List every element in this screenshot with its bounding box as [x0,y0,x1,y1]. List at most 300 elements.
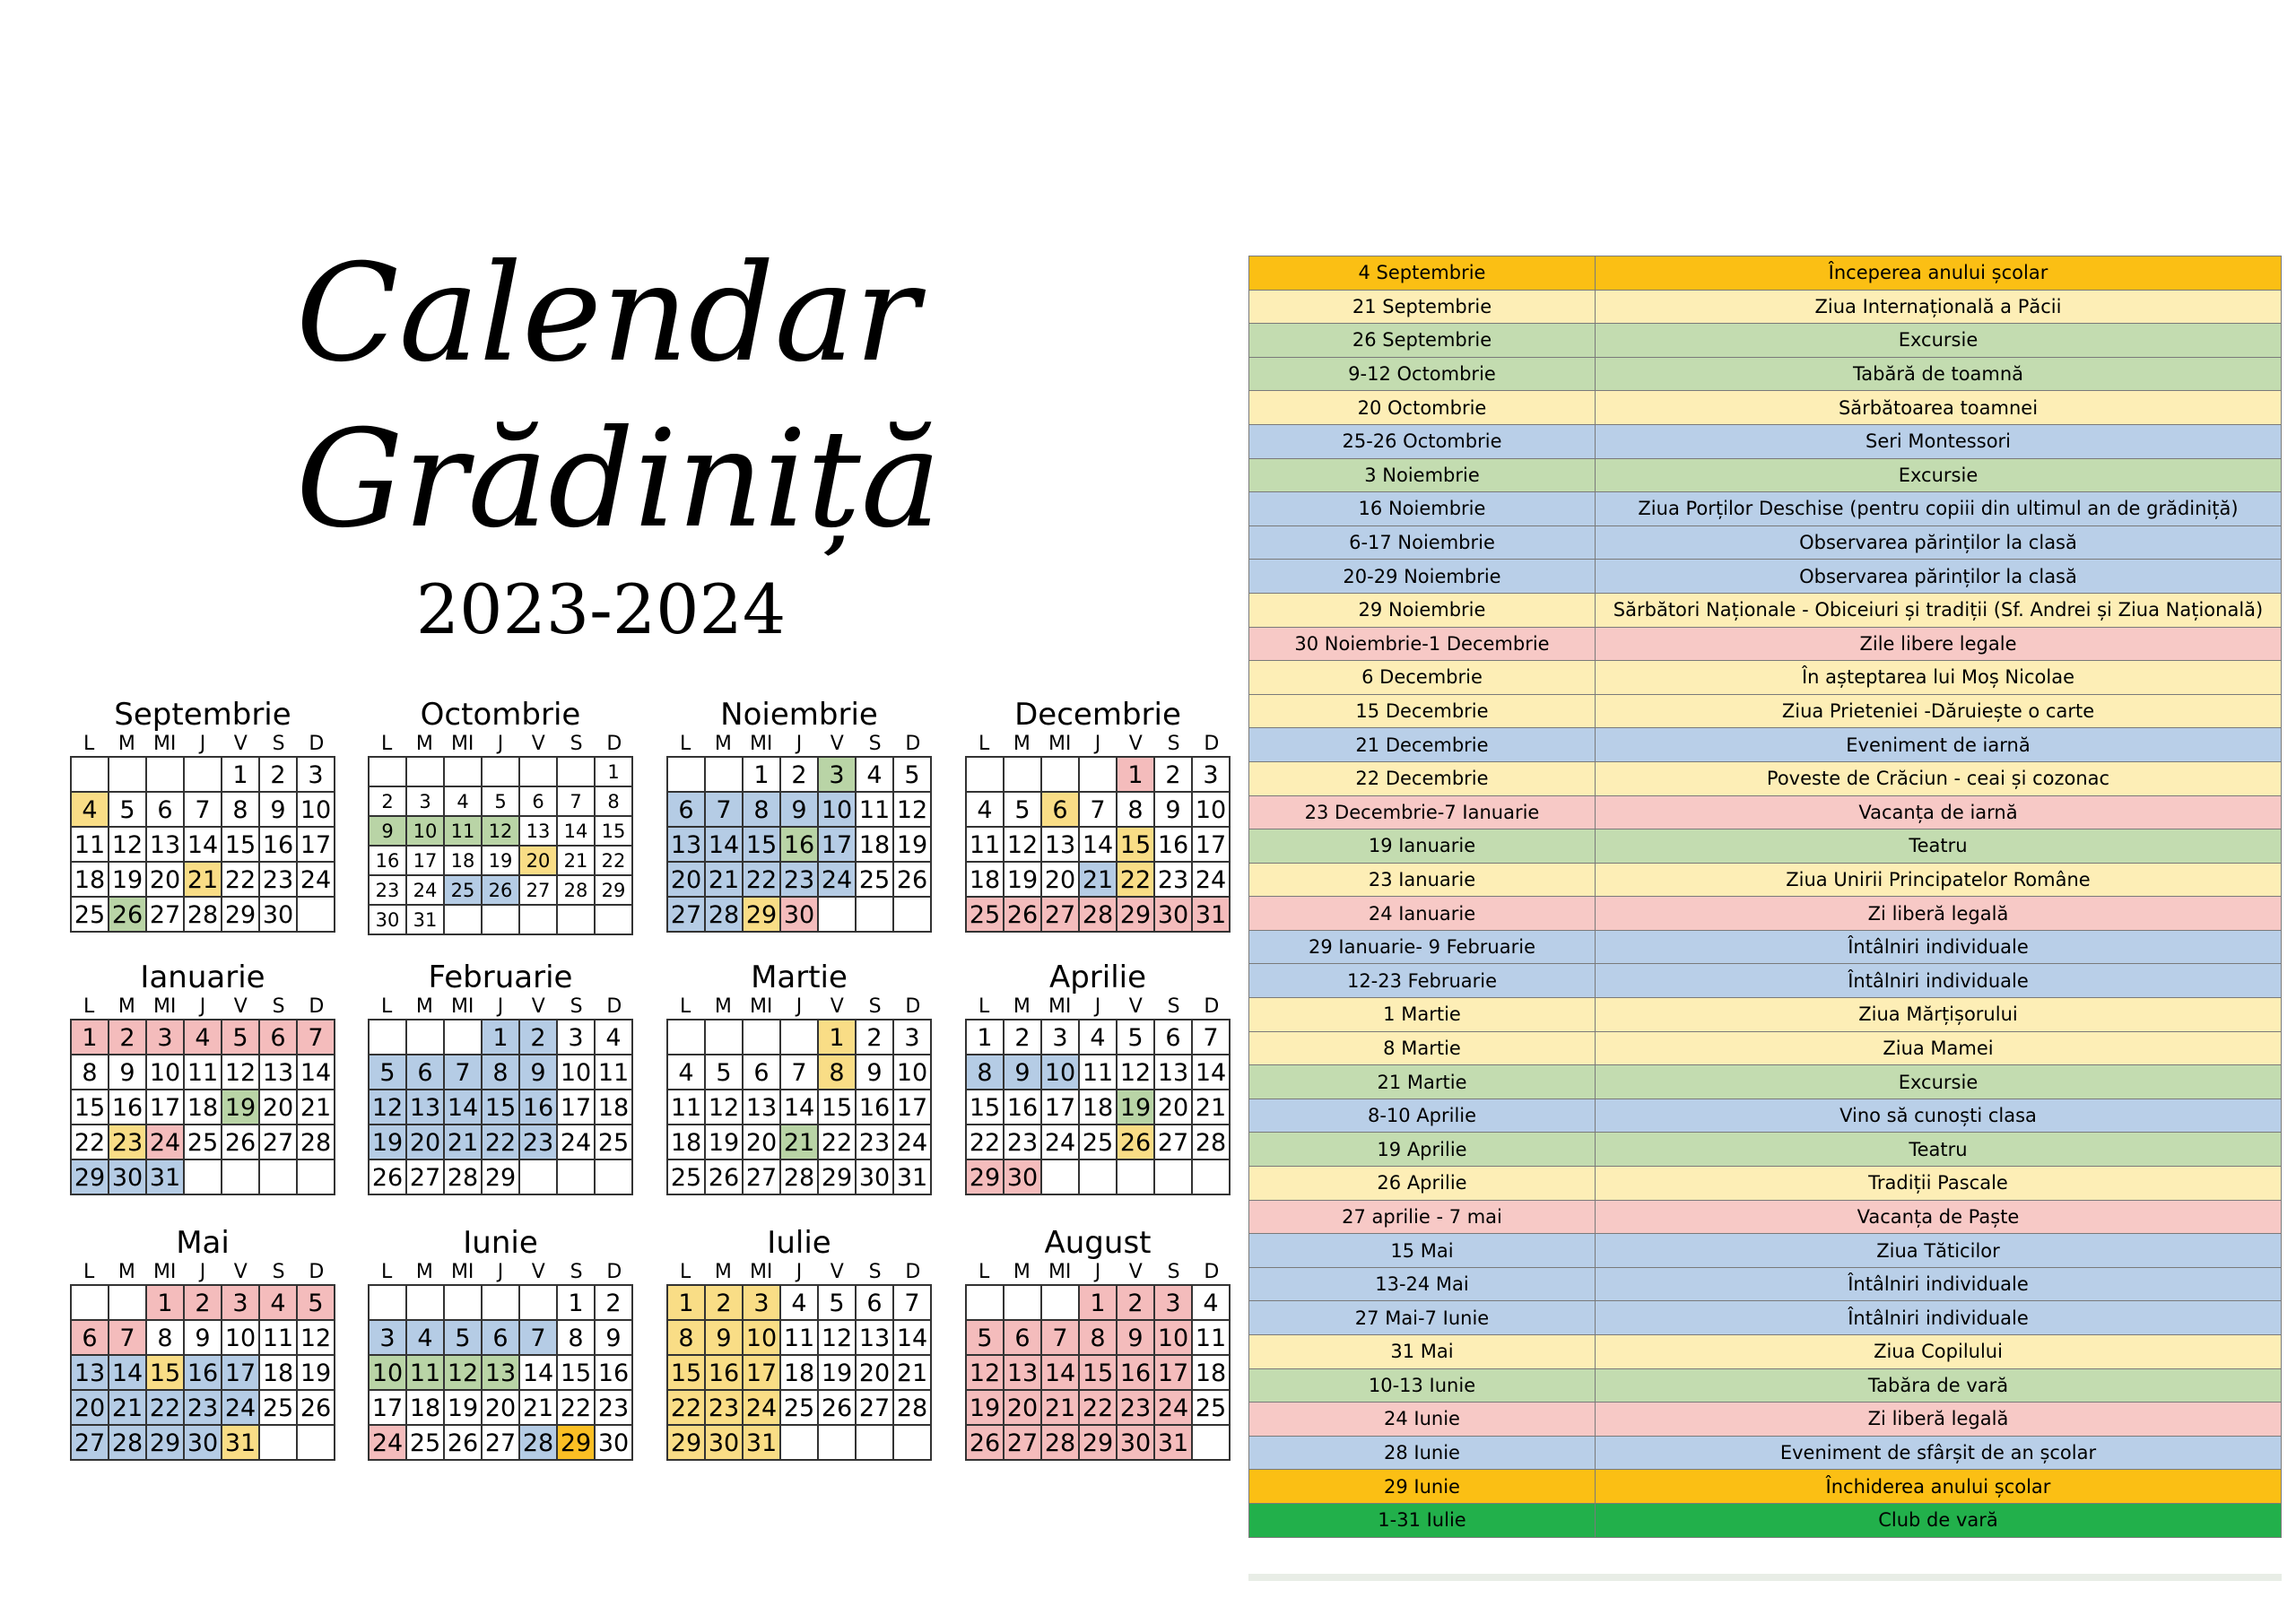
event-name: Zi liberă legală [1596,897,2282,931]
event-name: Vino să cunoști clasa [1596,1099,2282,1133]
empty-cell [1155,1160,1193,1195]
day-cell: 2 [520,1020,558,1055]
event-row [1249,458,2282,492]
day-cell: 2 [185,1286,222,1321]
day-cell: 5 [298,1286,335,1321]
day-cell: 18 [185,1090,222,1125]
weekday-label: MI [749,995,773,1018]
day-cell: 13 [744,1090,781,1125]
day-cell: 23 [1155,863,1193,898]
day-cell: 29 [967,1160,1004,1195]
day-cell: 11 [407,1356,445,1391]
empty-cell [1080,1160,1118,1195]
event-name: Excursie [1596,1065,2282,1099]
event-row [1249,1065,2282,1099]
day-cell: 9 [260,793,298,828]
event-name: Ziua Copilului [1596,1335,2282,1369]
event-date: 15 Decembrie [1249,694,1596,728]
weekday-header [666,733,932,756]
empty-cell [298,898,335,933]
event-date: 1 Martie [1249,998,1596,1032]
empty-cell [109,1286,147,1321]
day-cell: 1 [72,1020,109,1055]
day-cell: 26 [445,1426,483,1461]
day-cell: 19 [109,863,147,898]
empty-cell [1193,1426,1231,1461]
day-cell: 18 [781,1356,819,1391]
day-cell: 12 [109,828,147,863]
event-name: Excursie [1596,324,2282,358]
event-name: Sărbători Naționale - Obiceiuri și tradiții (Sf. Andrei și Ziua Națională) [1596,593,2282,627]
day-cell: 19 [967,1391,1004,1426]
weekday-label: D [1204,995,1220,1018]
event-date: 1-31 Iulie [1249,1503,1596,1537]
weekday-header [70,733,335,756]
weekday-label: J [199,1261,206,1283]
event-name: Ziua Mamei [1596,1031,2282,1065]
day-cell: 28 [1042,1426,1080,1461]
day-cell: 28 [109,1426,147,1461]
weekday-label: M [1013,1261,1031,1283]
day-cell: 23 [185,1391,222,1426]
weekday-label: MI [1048,1261,1072,1283]
weekday-label: M [714,1261,732,1283]
day-cell: 21 [445,1125,483,1160]
month-grid [70,756,335,933]
day-cell: 27 [857,1391,894,1426]
event-date: 10-13 Iunie [1249,1368,1596,1403]
day-cell: 13 [1042,828,1080,863]
day-cell: 7 [109,1321,147,1356]
event-row [1249,492,2282,526]
day-cell: 11 [185,1055,222,1090]
day-cell: 3 [1193,758,1231,793]
day-cell: 21 [558,847,596,876]
event-row [1249,391,2282,425]
weekday-label: MI [450,733,474,755]
empty-cell [72,1286,109,1321]
event-name: Eveniment de iarnă [1596,728,2282,762]
weekday-header [368,733,633,756]
day-cell: 2 [781,758,819,793]
day-cell: 4 [596,1020,633,1055]
day-cell: 24 [744,1391,781,1426]
event-row [1249,998,2282,1032]
event-date: 31 Mai [1249,1335,1596,1369]
event-date: 20-29 Noiembrie [1249,560,1596,594]
day-cell: 29 [72,1160,109,1195]
event-row [1249,290,2282,324]
weekday-label: L [978,733,990,755]
day-cell: 1 [558,1286,596,1321]
day-cell: 29 [483,1160,520,1195]
empty-cell [520,906,558,935]
day-cell: 20 [1155,1090,1193,1125]
empty-cell [668,1020,706,1055]
day-cell: 9 [109,1055,147,1090]
day-cell: 6 [1042,793,1080,828]
day-cell: 22 [222,863,260,898]
day-cell: 7 [781,1055,819,1090]
day-cell: 15 [819,1090,857,1125]
month-iulie [666,1225,932,1461]
day-cell: 25 [407,1426,445,1461]
event-name: Ziua Mărțișorului [1596,998,2282,1032]
empty-cell [260,1426,298,1461]
day-cell: 15 [744,828,781,863]
day-cell: 2 [1118,1286,1155,1321]
month-iunie [368,1225,633,1461]
empty-cell [1042,1286,1080,1321]
day-cell: 19 [298,1356,335,1391]
event-name: Ziua Porților Deschise (pentru copiii din ultimul an de grădiniță) [1596,492,2282,526]
day-cell: 14 [109,1356,147,1391]
weekday-label: J [1094,733,1101,755]
day-cell: 3 [894,1020,932,1055]
event-name: Club de vară [1596,1503,2282,1537]
day-cell: 12 [967,1356,1004,1391]
event-name: Întâlniri individuale [1596,1267,2282,1301]
day-cell: 27 [147,898,185,933]
day-cell: 24 [222,1391,260,1426]
day-cell: 13 [1004,1356,1042,1391]
empty-cell [298,1426,335,1461]
weekday-label: L [83,1261,95,1283]
weekday-label: S [1167,995,1180,1018]
day-cell: 31 [407,906,445,935]
day-cell: 2 [260,758,298,793]
day-cell: 6 [260,1020,298,1055]
weekday-label: L [83,733,95,755]
weekday-label: J [1094,1261,1101,1283]
event-date: 19 Ianuarie [1249,829,1596,864]
day-cell: 7 [894,1286,932,1321]
event-row [1249,1267,2282,1301]
event-name: Poveste de Crăciun - ceai și cozonac [1596,761,2282,795]
weekday-label: J [1094,995,1101,1018]
day-cell: 11 [1193,1321,1231,1356]
day-cell: 30 [857,1160,894,1195]
day-cell: 3 [298,758,335,793]
event-date: 8-10 Aprilie [1249,1099,1596,1133]
month-mai [70,1225,335,1461]
day-cell: 5 [1118,1020,1155,1055]
day-cell: 24 [147,1125,185,1160]
day-cell: 17 [1193,828,1231,863]
day-cell: 17 [1042,1090,1080,1125]
weekday-label: M [415,995,433,1018]
day-cell: 12 [445,1356,483,1391]
event-name: Ziua Prieteniei -Dăruiește o carte [1596,694,2282,728]
day-cell: 2 [1155,758,1193,793]
day-cell: 7 [445,1055,483,1090]
day-cell: 10 [298,793,335,828]
day-cell: 16 [370,847,407,876]
day-cell: 28 [1080,898,1118,933]
weekday-label: M [117,733,135,755]
day-cell: 4 [668,1055,706,1090]
day-cell: 2 [857,1020,894,1055]
event-date: 23 Ianuarie [1249,863,1596,897]
day-cell: 16 [185,1356,222,1391]
weekday-header [666,1261,932,1284]
event-date: 6-17 Noiembrie [1249,525,1596,560]
event-date: 4 Septembrie [1249,256,1596,291]
day-cell: 26 [1118,1125,1155,1160]
empty-cell [483,758,520,787]
day-cell: 26 [706,1160,744,1195]
day-cell: 30 [596,1426,633,1461]
day-cell: 19 [1004,863,1042,898]
day-cell: 21 [185,863,222,898]
day-cell: 31 [744,1426,781,1461]
event-row [1249,1368,2282,1403]
empty-cell [445,758,483,787]
empty-cell [370,1286,407,1321]
day-cell: 25 [596,1125,633,1160]
day-cell: 12 [1004,828,1042,863]
day-cell: 1 [596,758,633,787]
weekday-label: M [714,995,732,1018]
day-cell: 8 [147,1321,185,1356]
day-cell: 4 [185,1020,222,1055]
weekday-label: L [978,1261,990,1283]
day-cell: 14 [298,1055,335,1090]
day-cell: 4 [857,758,894,793]
day-cell: 3 [744,1286,781,1321]
day-cell: 30 [109,1160,147,1195]
day-cell: 23 [109,1125,147,1160]
day-cell: 6 [147,793,185,828]
day-cell: 16 [1004,1090,1042,1125]
day-cell: 8 [1118,793,1155,828]
day-cell: 1 [668,1286,706,1321]
weekday-label: MI [152,995,177,1018]
day-cell: 18 [668,1125,706,1160]
weekday-label: M [415,1261,433,1283]
event-row [1249,863,2282,897]
weekday-label: V [1128,1261,1143,1283]
event-row [1249,1335,2282,1369]
event-name: Închiderea anului școlar [1596,1470,2282,1504]
empty-cell [781,1020,819,1055]
day-cell: 18 [407,1391,445,1426]
day-cell: 5 [370,1055,407,1090]
day-cell: 12 [1118,1055,1155,1090]
day-cell: 10 [1155,1321,1193,1356]
day-cell: 20 [1004,1391,1042,1426]
month-noiembrie [666,697,932,933]
weekday-label: V [830,733,844,755]
weekday-label: L [381,733,393,755]
day-cell: 12 [222,1055,260,1090]
event-date: 24 Iunie [1249,1403,1596,1437]
day-cell: 10 [1042,1055,1080,1090]
weekday-label: L [381,1261,393,1283]
day-cell: 17 [222,1356,260,1391]
empty-cell [222,1160,260,1195]
day-cell: 9 [781,793,819,828]
event-row [1249,1099,2282,1133]
day-cell: 3 [819,758,857,793]
day-cell: 22 [668,1391,706,1426]
day-cell: 6 [857,1286,894,1321]
day-cell: 17 [558,1090,596,1125]
empty-cell [1080,758,1118,793]
day-cell: 29 [1118,898,1155,933]
day-cell: 7 [185,793,222,828]
day-cell: 30 [706,1426,744,1461]
event-date: 13-24 Mai [1249,1267,1596,1301]
weekday-label: J [497,1261,504,1283]
month-grid [666,1284,932,1461]
event-row [1249,694,2282,728]
day-cell: 19 [894,828,932,863]
weekday-label: M [117,995,135,1018]
day-cell: 24 [298,863,335,898]
day-cell: 18 [1193,1356,1231,1391]
day-cell: 4 [407,1321,445,1356]
day-cell: 16 [781,828,819,863]
empty-cell [967,758,1004,793]
day-cell: 13 [407,1090,445,1125]
day-cell: 30 [370,906,407,935]
day-cell: 8 [744,793,781,828]
day-cell: 23 [706,1391,744,1426]
day-cell: 15 [1118,828,1155,863]
day-cell: 17 [894,1090,932,1125]
empty-cell [781,1426,819,1461]
day-cell: 12 [706,1090,744,1125]
weekday-label: D [1204,1261,1220,1283]
day-cell: 29 [1080,1426,1118,1461]
event-date: 21 Martie [1249,1065,1596,1099]
day-cell: 4 [72,793,109,828]
day-cell: 8 [558,1321,596,1356]
day-cell: 2 [1004,1020,1042,1055]
event-date: 19 Aprilie [1249,1133,1596,1167]
empty-cell [1004,1286,1042,1321]
day-cell: 7 [298,1020,335,1055]
day-cell: 1 [967,1020,1004,1055]
day-cell: 24 [1042,1125,1080,1160]
weekday-label: D [1204,733,1220,755]
event-date: 24 Ianuarie [1249,897,1596,931]
day-cell: 8 [222,793,260,828]
day-cell: 18 [596,1090,633,1125]
weekday-label: J [796,995,803,1018]
day-cell: 23 [1004,1125,1042,1160]
day-cell: 10 [370,1356,407,1391]
empty-cell [185,1160,222,1195]
event-name: Întâlniri individuale [1596,930,2282,964]
day-cell: 25 [260,1391,298,1426]
day-cell: 26 [483,876,520,906]
day-cell: 6 [668,793,706,828]
event-row [1249,256,2282,291]
event-date: 12-23 Februarie [1249,964,1596,998]
weekday-label: M [415,733,433,755]
day-cell: 24 [558,1125,596,1160]
day-cell: 18 [857,828,894,863]
day-cell: 20 [1042,863,1080,898]
day-cell: 25 [1193,1391,1231,1426]
weekday-label: MI [749,1261,773,1283]
empty-cell [706,1020,744,1055]
day-cell: 11 [781,1321,819,1356]
weekday-label: V [830,1261,844,1283]
event-name: Sărbătoarea toamnei [1596,391,2282,425]
empty-cell [520,758,558,787]
event-row [1249,761,2282,795]
month-grid [666,1019,932,1195]
day-cell: 26 [298,1391,335,1426]
event-name: Întâlniri individuale [1596,1301,2282,1335]
event-row [1249,1031,2282,1065]
day-cell: 26 [370,1160,407,1195]
month-grid [368,1284,633,1461]
day-cell: 29 [147,1426,185,1461]
empty-cell [1193,1160,1231,1195]
day-cell: 5 [1004,793,1042,828]
empty-cell [1042,758,1080,793]
day-cell: 27 [1042,898,1080,933]
day-cell: 10 [147,1055,185,1090]
event-row [1249,795,2282,829]
title-gradinita: Grădiniță [296,402,942,558]
day-cell: 7 [558,787,596,817]
weekday-label: D [905,995,921,1018]
event-name: Întâlniri individuale [1596,964,2282,998]
events-table [1248,256,2282,1538]
weekday-label: S [272,733,285,755]
event-name: Zi liberă legală [1596,1403,2282,1437]
day-cell: 8 [819,1055,857,1090]
day-cell: 5 [706,1055,744,1090]
day-cell: 14 [1193,1055,1231,1090]
month-name: Noiembrie [720,697,878,733]
day-cell: 14 [520,1356,558,1391]
event-name: Tabăra de vară [1596,1368,2282,1403]
empty-cell [72,758,109,793]
month-name: Iunie [463,1225,538,1261]
day-cell: 8 [967,1055,1004,1090]
day-cell: 3 [370,1321,407,1356]
day-cell: 8 [668,1321,706,1356]
day-cell: 13 [857,1321,894,1356]
day-cell: 20 [260,1090,298,1125]
day-cell: 31 [894,1160,932,1195]
day-cell: 29 [222,898,260,933]
day-cell: 26 [894,863,932,898]
day-cell: 12 [894,793,932,828]
event-date: 27 aprilie - 7 mai [1249,1200,1596,1234]
day-cell: 13 [520,817,558,847]
month-name: Octombrie [420,697,581,733]
day-cell: 14 [1042,1356,1080,1391]
day-cell: 16 [596,1356,633,1391]
day-cell: 7 [520,1321,558,1356]
day-cell: 28 [1193,1125,1231,1160]
weekday-label: V [1128,995,1143,1018]
day-cell: 26 [222,1125,260,1160]
month-name: Septembrie [114,697,291,733]
empty-cell [1042,1160,1080,1195]
day-cell: 21 [706,863,744,898]
day-cell: 22 [483,1125,520,1160]
event-name: Observarea părinților la clasă [1596,560,2282,594]
day-cell: 19 [819,1356,857,1391]
